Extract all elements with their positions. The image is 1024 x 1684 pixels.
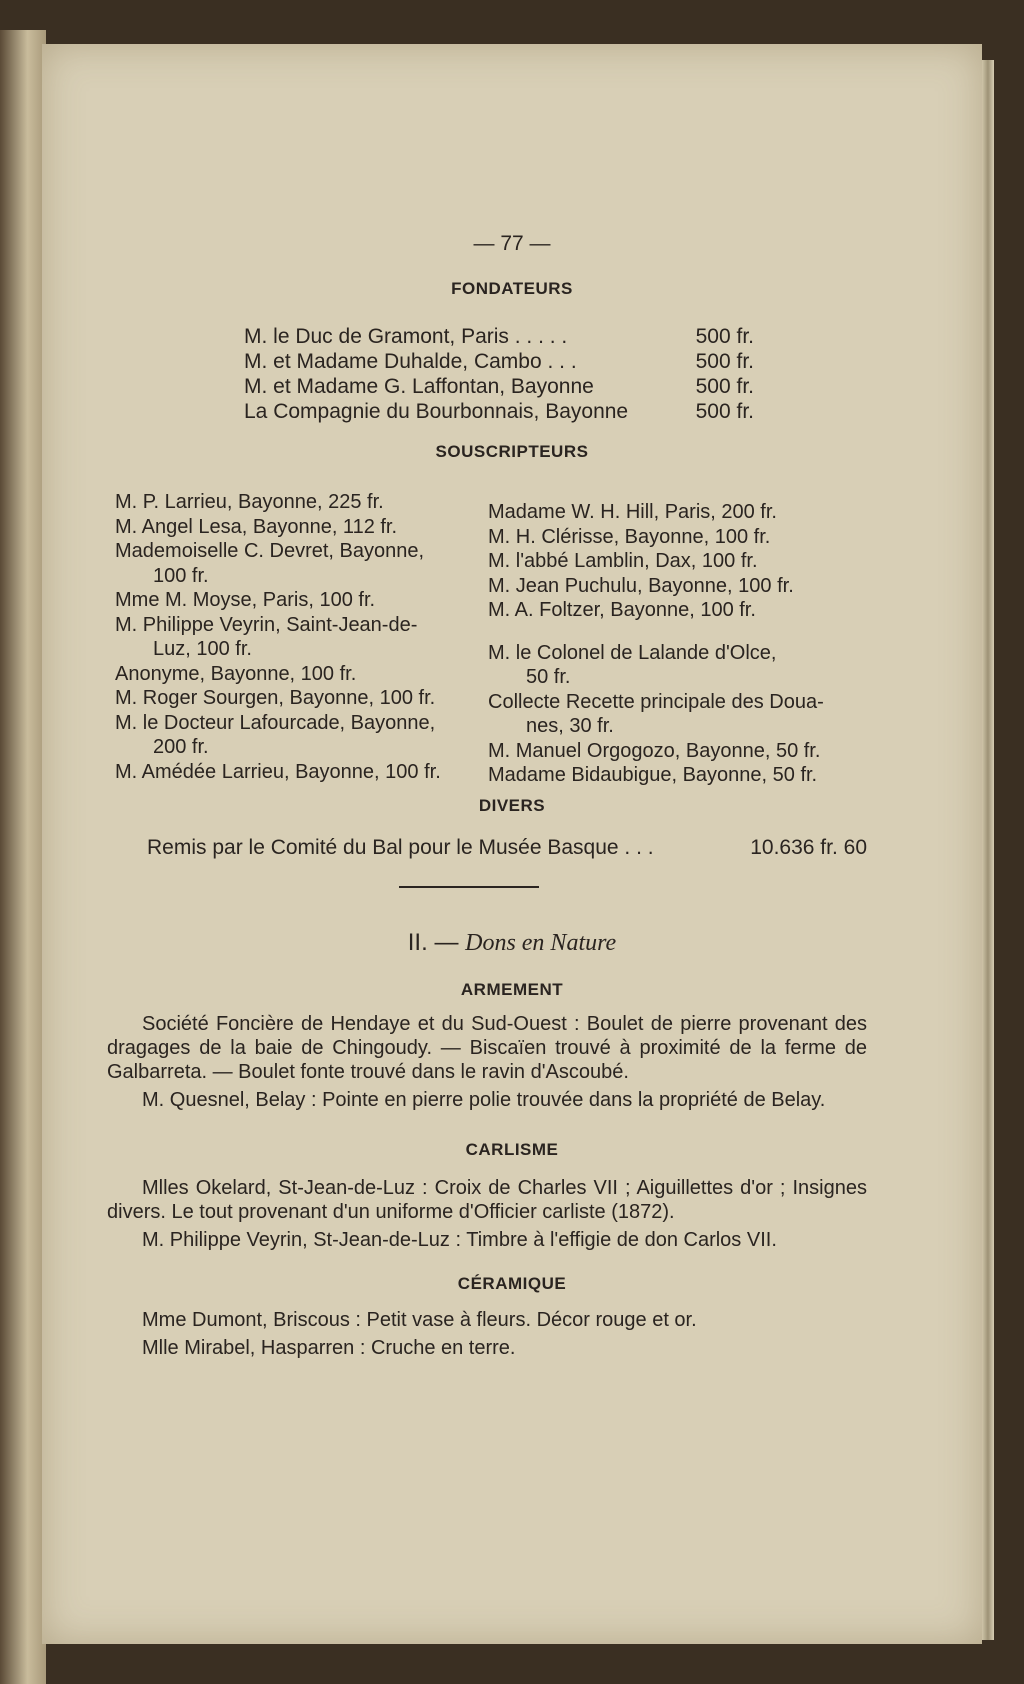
book-page xyxy=(42,44,982,1644)
donor-name: M. et Madame G. Laffontan, Bayonne xyxy=(244,375,594,398)
divers-amount: 10.636 fr. 60 xyxy=(750,836,867,859)
donor-name: La Compagnie du Bourbonnais, Bayonne xyxy=(244,400,629,423)
heading-divers: DIVERS xyxy=(478,796,546,815)
donor-amount: 500 fr. xyxy=(695,350,754,373)
divers-text: Remis par le Comité du Bal pour le Musée Basque . . . xyxy=(147,836,654,859)
list-item xyxy=(244,399,754,424)
section-name: Dons en Nature xyxy=(465,930,617,956)
list-item xyxy=(488,690,848,739)
subscriber-line-continued: 200 fr. xyxy=(153,736,209,758)
subscriber-line: M. Amédée Larrieu, Bayonne, 100 fr. xyxy=(115,760,441,783)
list-item xyxy=(115,711,475,760)
souscripteurs-right-column xyxy=(488,500,848,788)
donor-name: M. le Duc de Gramont, Paris . . . . . xyxy=(244,325,568,348)
ceramique-text xyxy=(107,1308,867,1364)
list-item xyxy=(115,515,475,540)
paragraph: Mlle Mirabel, Hasparren : Cruche en terre. xyxy=(142,1337,516,1359)
list-item xyxy=(115,588,475,613)
section-number: II. — xyxy=(407,929,459,956)
list-item xyxy=(488,739,848,764)
subscriber-line: M. l'abbé Lamblin, Dax, 100 fr. xyxy=(488,550,758,572)
subscriber-line: M. H. Clérisse, Bayonne, 100 fr. xyxy=(488,525,771,548)
list-item xyxy=(115,662,475,687)
heading-souscripteurs: SOUSCRIPTEURS xyxy=(435,442,589,461)
subscriber-line: M. Manuel Orgogozo, Bayonne, 50 fr. xyxy=(488,739,821,762)
list-item xyxy=(115,539,475,588)
list-item xyxy=(488,763,848,788)
subscriber-line-continued: 100 fr. xyxy=(153,564,209,587)
heading-armement: ARMEMENT xyxy=(460,980,564,999)
subscriber-line: M. A. Foltzer, Bayonne, 100 fr. xyxy=(488,599,756,621)
section-title xyxy=(42,929,982,957)
subscriber-line: M. le Docteur Lafourcade, Bayonne, xyxy=(115,711,436,734)
previous-page-edge xyxy=(0,30,46,1684)
subscriber-line: M. Roger Sourgen, Bayonne, 100 fr. xyxy=(115,687,436,709)
subscriber-line: M. Angel Lesa, Bayonne, 112 fr. xyxy=(115,515,398,538)
subscriber-line-continued: 50 fr. xyxy=(526,666,571,688)
subscriber-line-continued: nes, 30 fr. xyxy=(526,715,614,737)
subscriber-line: Collecte Recette principale des Doua- xyxy=(488,690,824,713)
list-item xyxy=(488,641,848,690)
subscriber-line: Madame Bidaubigue, Bayonne, 50 fr. xyxy=(488,764,818,786)
subscriber-line: Madame W. H. Hill, Paris, 200 fr. xyxy=(488,501,777,523)
list-item xyxy=(488,500,848,525)
list-item xyxy=(488,525,848,550)
subscriber-line: M. Philippe Veyrin, Saint-Jean-de- xyxy=(115,613,418,636)
subscriber-line: M. le Colonel de Lalande d'Olce, xyxy=(488,641,777,664)
subscriber-line: M. P. Larrieu, Bayonne, 225 fr. xyxy=(115,491,384,513)
paragraph: Société Foncière de Hendaye et du Sud-Ouest : Boulet de pierre provenant des dragages de la baie de Chingoudy. — Biscaïen trouvé à proximité de la ferme de Galbarreta. — Boulet fonte trouvé dans le ravin d'Ascoubé. xyxy=(107,1013,867,1083)
donor-amount: 500 fr. xyxy=(695,375,754,398)
carlisme-text xyxy=(107,1176,867,1256)
list-item xyxy=(488,598,848,623)
page-stack-edge xyxy=(982,60,994,1640)
heading-ceramique: CÉRAMIQUE xyxy=(457,1274,567,1293)
subscriber-line: Anonyme, Bayonne, 100 fr. xyxy=(115,662,357,685)
list-item xyxy=(488,574,848,599)
subscriber-line-continued: Luz, 100 fr. xyxy=(153,638,252,660)
paragraph: Mme Dumont, Briscous : Petit vase à fleurs. Décor rouge et or. xyxy=(142,1309,697,1331)
divider xyxy=(399,886,539,888)
page-number: — 77 — xyxy=(473,232,551,255)
armement-text xyxy=(107,1012,867,1116)
spacer xyxy=(488,623,848,641)
list-item xyxy=(115,760,475,785)
subscriber-line: M. Jean Puchulu, Bayonne, 100 fr. xyxy=(488,574,794,597)
heading-carlisme: CARLISME xyxy=(465,1140,559,1159)
divers-row xyxy=(147,836,867,860)
list-item xyxy=(244,324,754,349)
list-item xyxy=(244,374,754,399)
fondateurs-list xyxy=(244,324,754,424)
list-item xyxy=(244,349,754,374)
list-item xyxy=(115,613,475,662)
subscriber-line: Mademoiselle C. Devret, Bayonne, xyxy=(115,540,425,562)
paragraph: M. Quesnel, Belay : Pointe en pierre polie trouvée dans la propriété de Belay. xyxy=(142,1089,826,1111)
donor-amount: 500 fr. xyxy=(695,325,754,348)
list-item xyxy=(488,549,848,574)
donor-name: M. et Madame Duhalde, Cambo . . . xyxy=(244,350,577,373)
heading-fondateurs: FONDATEURS xyxy=(451,279,573,298)
list-item xyxy=(115,490,475,515)
paragraph: M. Philippe Veyrin, St-Jean-de-Luz : Timbre à l'effigie de don Carlos VII. xyxy=(142,1229,777,1251)
donor-amount: 500 fr. xyxy=(695,400,754,423)
paragraph: Mlles Okelard, St-Jean-de-Luz : Croix de Charles VII ; Aiguillettes d'or ; Insignes divers. Le tout provenant d'un uniforme d'Officier carliste (1872). xyxy=(107,1177,867,1223)
list-item xyxy=(115,686,475,711)
souscripteurs-left-column xyxy=(115,490,475,784)
subscriber-line: Mme M. Moyse, Paris, 100 fr. xyxy=(115,589,376,611)
